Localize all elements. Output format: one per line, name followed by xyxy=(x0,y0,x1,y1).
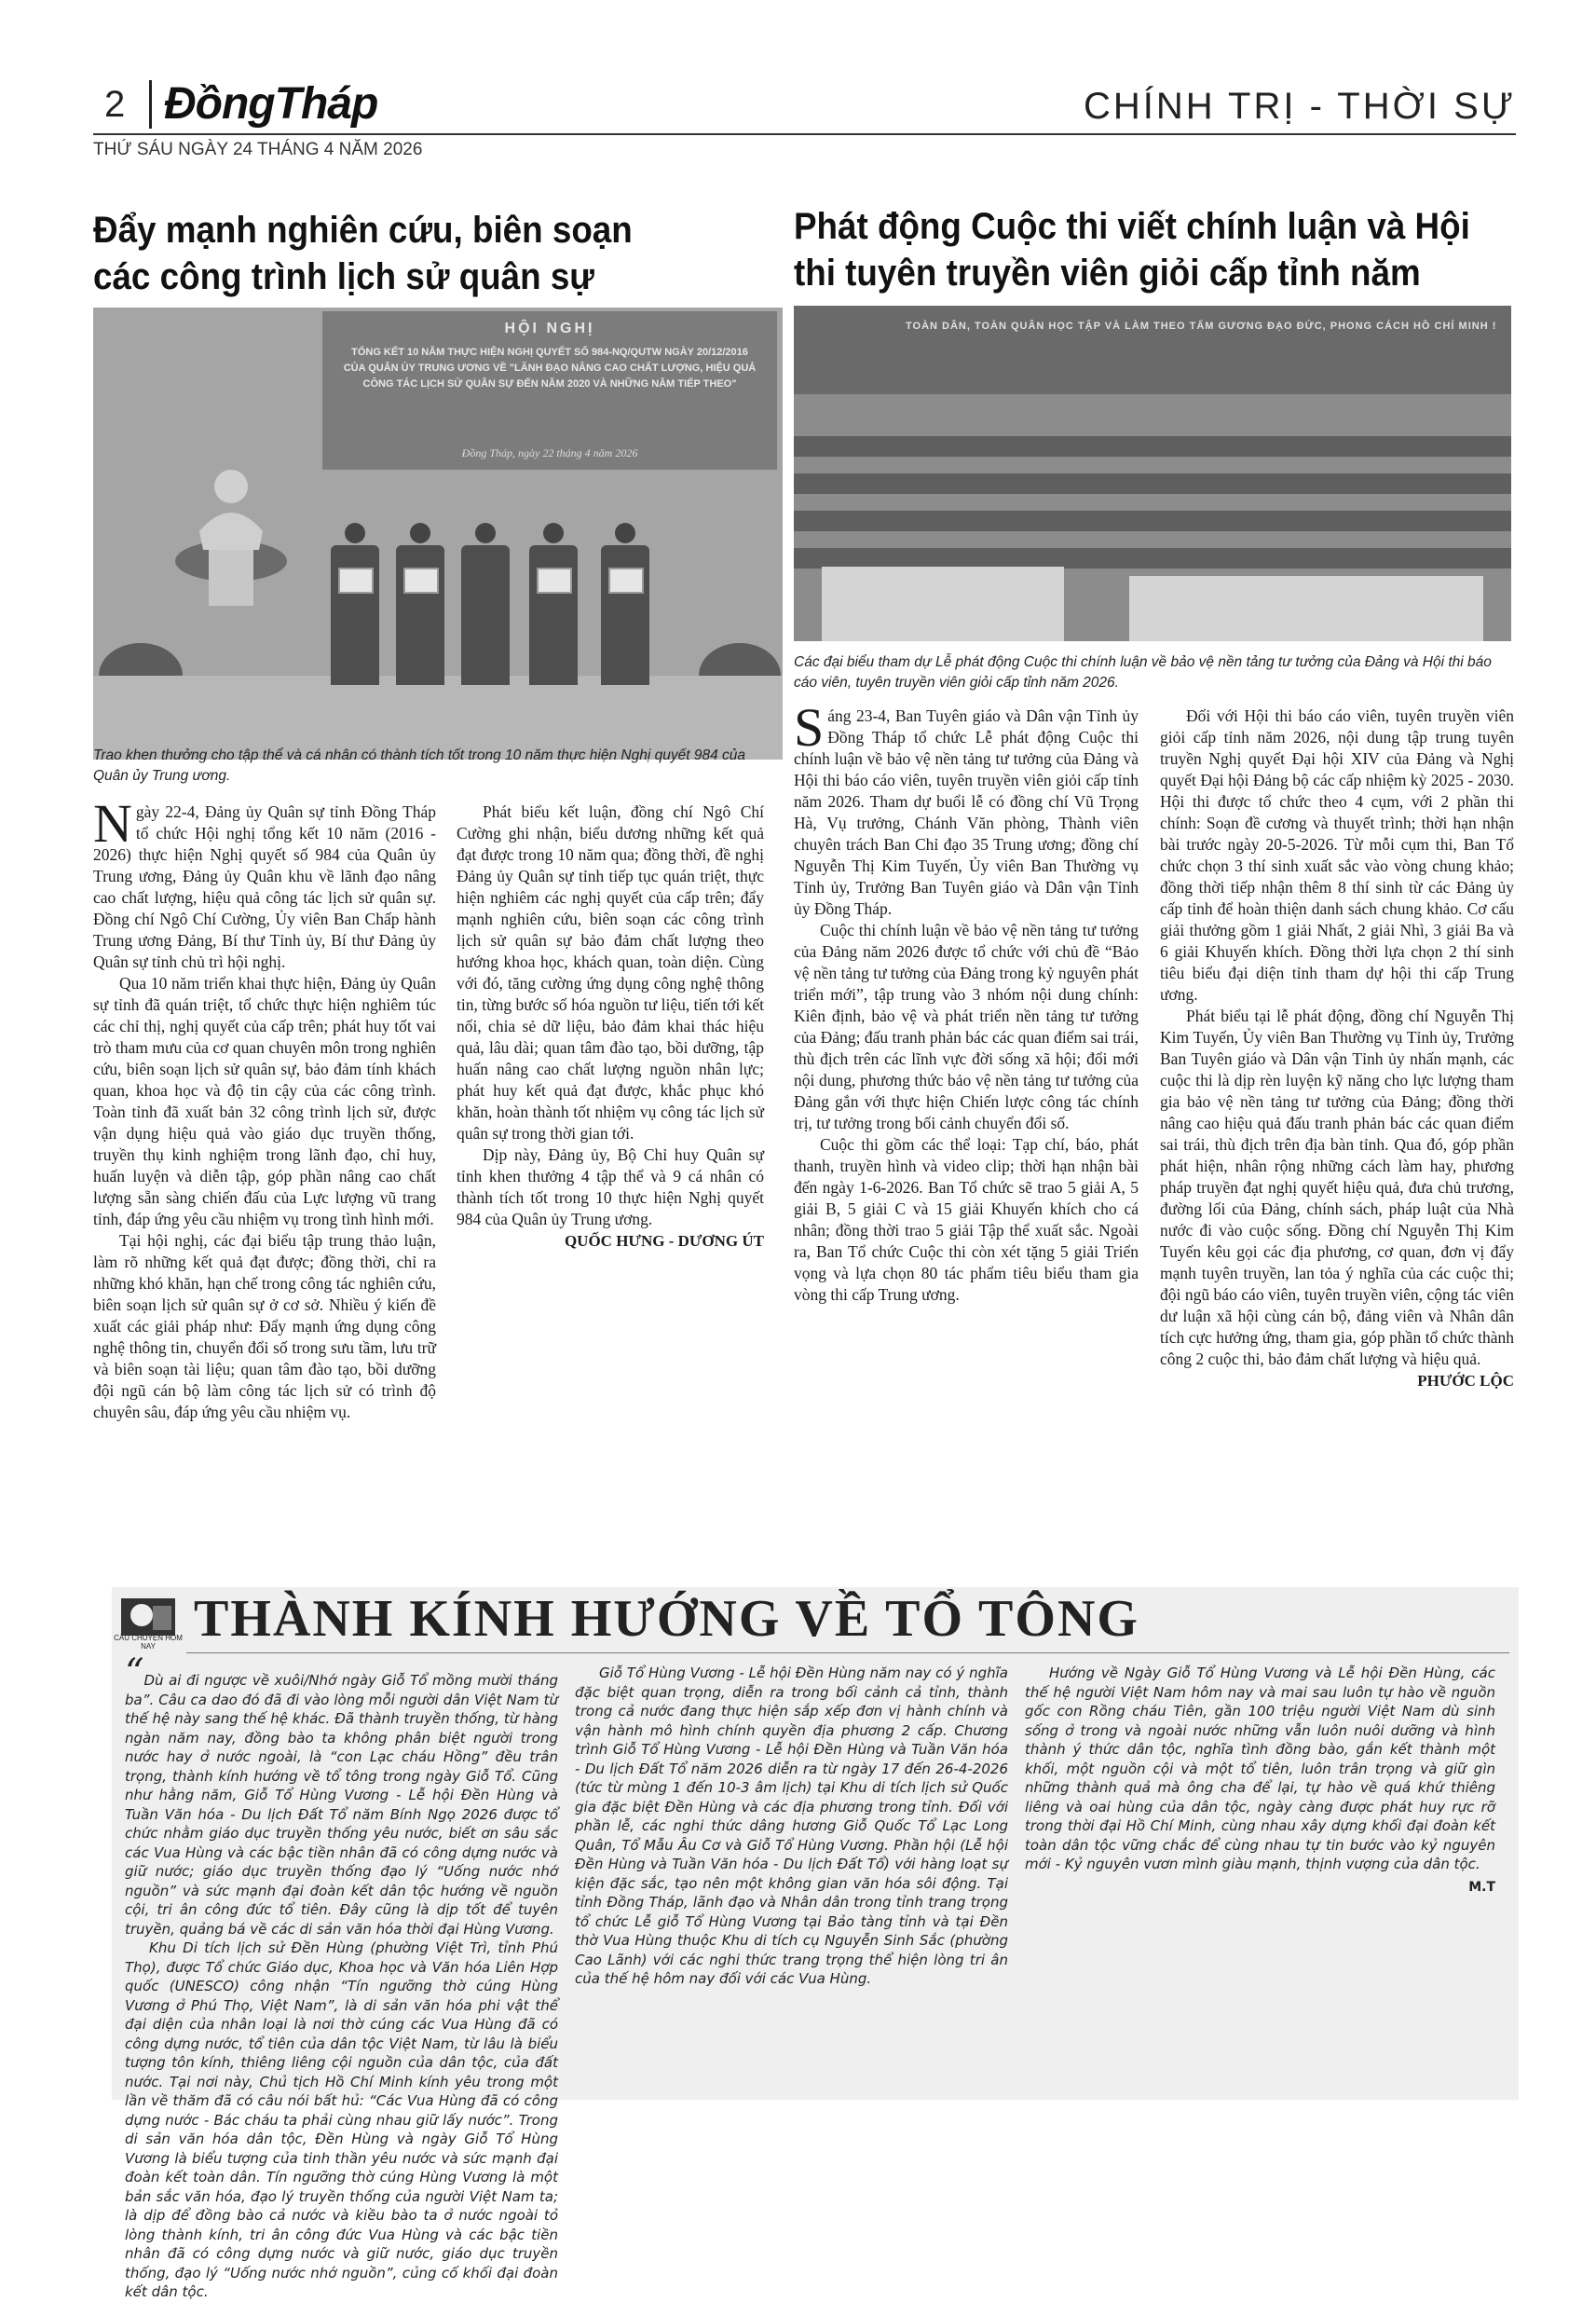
audience-row xyxy=(794,436,1511,457)
paragraph: Dù ai đi ngược về xuôi/Nhớ ngày Giỗ Tổ mồng mười tháng ba”. Câu ca dao đó đã đi vào lòng mỗi người dân Việt Nam từ thế hệ này sang thế hệ khác. Đã thành truyền thống, từ hàng ngàn năm nay, đồng bào ta không phân biệt người trong nước hay ở nước ngoài, là “con Lạc cháu Hồng” đều trân trọng, thành kính hướng về tổ tông trong ngày Giỗ Tổ. Cũng như hằng năm, Giỗ Tổ Hùng Vương - Lễ hội Đền Hùng và Tuần Văn hóa - Du lịch Đất Tổ năm Bính Ngọ 2026 được tổ chức nhằm giáo dục truyền thống yêu nước, biết ơn sâu sắc các Vua Hùng và các bậc tiền nhân đã có công dựng nước và giữ nước; giáo dục truyền thống đạo lý “Uống nước nhớ nguồn” và sức mạnh đại đoàn kết dân tộc hướng về nguồn cội, tri ân công đức tổ tiên. Đây cũng là dịp tốt để tuyên truyền, quảng bá về các di sản văn hóa thời đại Hùng Vương. xyxy=(125,1672,558,1938)
story-rule xyxy=(186,1652,1509,1653)
front-desk xyxy=(822,567,1064,641)
dropcap: S xyxy=(794,697,825,758)
audience-row xyxy=(794,548,1511,569)
article1-headline: Đẩy mạnh nghiên cứu, biên soạn các công trình lịch sử quân sự xyxy=(93,210,633,297)
story-column-1 xyxy=(125,1651,558,2302)
article2-headline: Phát động Cuộc thi viết chính luận và Hội thi tuyên truyền viên giỏi cấp tỉnh năm xyxy=(794,206,1470,294)
awardee-figure xyxy=(529,523,578,685)
paragraph: Khu Di tích lịch sử Đền Hùng (phường Việt Trì, tỉnh Phú Thọ), được Tổ chức Giáo dục, Khoa học và Văn hóa Liên Hợp quốc (UNESCO) công nhận “Tín ngưỡng thờ cúng Hùng Vương ở Phú Thọ, Việt Nam”, là di sản văn hóa phi vật thể đại diện của nhân loại là nơi thờ cúng các Vua Hùng đã có công dựng nước, tổ tiên của dân tộc Việt Nam, từ lâu là biểu tượng tôn kính, thiêng liêng cội nguồn của dân tộc, của đất nước. Tại nơi này, Chủ tịch Hồ Chí Minh kính yêu trong một lần về thăm đã có câu nói bất hủ: “Các Vua Hùng đã có công dựng nước - Bác cháu ta phải cùng nhau giữ lấy nước”. Trong di sản văn hóa dân tộc, Đền Hùng và ngày Giỗ Tổ Hùng Vương là biểu tượng của tinh thần yêu nước và sức mạnh đại đoàn kết toàn dân. Tín ngưỡng thờ cúng Hùng Vương là một bản sắc văn hóa, đạo lý truyền thống của người Việt Nam ta; là dịp để đồng bào cả nước và kiều bào ta ở nước ngoài tỏ lòng thành kính, tri ân công đức Vua Hùng và các bậc tiền nhân đã có công dựng nước và giữ nước, giáo dục truyền thống, đạo lý “Uống nước nhớ nguồn”, củng cố khối đại đoàn kết dân tộc. xyxy=(125,1939,558,2300)
paragraph: Dịp này, Đảng ủy, Bộ Chỉ huy Quân sự tỉnh khen thưởng 4 tập thể và 9 cá nhân có thành tích tốt trong 10 thực hiện Nghị quyết 984 của Quân ủy Trung ương. xyxy=(457,1145,764,1228)
article2-column-2 xyxy=(1160,706,1514,1391)
paragraph: Qua 10 năm triển khai thực hiện, Đảng ủy Quân sự tỉnh đã quán triệt, tổ chức thực hiện nghiêm túc các chỉ thị, nghị quyết của cấp trên; phát huy tốt vai trò tham mưu của cơ quan chuyên môn trong nghiên cứu, biên soạn lịch sử quân sự, bảo đảm tính khách quan, khoa học và độ tin cậy của các công trình. Toàn tỉnh đã xuất bản 32 công trình lịch sử, được vận dụng hiệu quả vào giáo dục truyền thống, truyền thụ kinh nghiệm trong lãnh đạo, chỉ huy, huấn luyện và diễn tập, góp phần nâng cao chất lượng sẵn sàng chiến đấu của Lực lượng vũ trang tỉnh, đáp ứng yêu cầu nhiệm vụ trong tình hình mới. xyxy=(93,974,436,1228)
paragraph: Cuộc thi chính luận về bảo vệ nền tảng tư tưởng của Đảng năm 2026 được tổ chức với chủ đề “Bảo vệ nền tảng tư tưởng của Đảng trong kỷ nguyên phát triển mới”, tập trung vào 3 nhóm nội dung chính: Kiên định, bảo vệ và phát triển nền tảng tư tưởng của Đảng; đấu tranh phản bác các quan điểm sai trái, thù địch trên các lĩnh vực đời sống xã hội; đổi mới nội dung, phương thức bảo vệ nền tảng tư tưởng của Đảng gắn với thực hiện Chiến lược công tác chính trị, tư tưởng trong bối cảnh chuyển đổi số. xyxy=(794,921,1139,1132)
story-title: THÀNH KÍNH HƯỚNG VỀ TỔ TÔNG xyxy=(194,1590,1139,1648)
paragraph: Phát biểu tại lễ phát động, đồng chí Nguyễn Thị Kim Tuyến, Ủy viên Ban Thường vụ Tỉnh ủy, Trưởng Ban Tuyên giáo và Dân vận Tỉnh ủy nhấn mạnh, các cuộc thi là dịp rèn luyện kỹ năng cho lực lượng tham gia bảo vệ nền tảng tư tưởng của Đảng; đồng thời nâng cao hiệu quả đấu tranh phản bác các quan điểm sai trái, thù địch trên địa bàn tỉnh. Qua đó, góp phần phát hiện, nhân rộng những cách làm hay, phương pháp truyền đạt nghị quyết hiệu quả, đưa chủ trương, đường lối của Đảng, chính sách, pháp luật của Nhà nước đi vào cuộc sống. Đồng chí Nguyễn Thị Kim Tuyến kêu gọi các địa phương, cơ quan, đơn vị đẩy mạnh tuyên truyền, lan tỏa ý nghĩa của các cuộc thi; đội ngũ báo cáo viên, tuyên truyền viên, cộng tác viên dư luận xã hội cùng cán bộ, đảng viên và Nhân dân tích cực hưởng ứng, tham gia, góp phần tổ chức thành công 2 cuộc thi, bảo đảm chất lượng và hiệu quả. xyxy=(1160,1007,1514,1368)
article1-caption: Trao khen thưởng cho tập thể và cá nhân có thành tích tốt trong 10 năm thực hiện Nghị quyết 984 của Quân ủy Trung ương. xyxy=(93,747,745,784)
page-number-divider xyxy=(149,80,152,129)
audience-row xyxy=(794,473,1511,494)
presenter-figure xyxy=(461,523,510,685)
paragraph: áng 23-4, Ban Tuyên giáo và Dân vận Tỉnh ủy Đồng Tháp tổ chức Lễ phát động Cuộc thi chính luận về bảo vệ nền tảng tư tưởng của Đảng và Hội thi báo cáo viên, tuyên truyền viên giỏi cấp tỉnh năm 2026. Tham dự buổi lễ có đồng chí Vũ Trọng Hà, Vụ trưởng, Chánh Văn phòng, Thành viên chuyên trách Ban Chỉ đạo 35 Trung ương; đồng chí Nguyễn Thị Kim Tuyến, Ủy viên Ban Thường vụ Tỉnh ủy, Trưởng Ban Tuyên giáo và Dân vận Tỉnh ủy Đồng Tháp. xyxy=(794,706,1139,918)
paragraph: Cuộc thi gồm các thể loại: Tạp chí, báo, phát thanh, truyền hình và video clip; thời hạn nhận bài đến ngày 1-6-2026. Ban Tổ chức sẽ trao 5 giải A, 5 giải B, 5 giải C và 15 giải Khuyến khích cho cá nhân; đồng thời trao 5 giải Tập thể xuất sắc. Ngoài ra, Ban Tổ chức Cuộc thi còn xét tặng 5 giải Triển vọng và lựa chọn 80 tác phẩm tiêu biểu tham gia vòng thi cấp Trung ương. xyxy=(794,1135,1139,1304)
article1-byline: QUỐC HƯNG - DƯƠNG ÚT xyxy=(564,1232,764,1250)
article2-caption: Các đại biểu tham dự Lễ phát động Cuộc thi chính luận về bảo vệ nền tảng tư tưởng của Đảng và Hội thi báo cáo viên, tuyên truyền viên giỏi cấp tỉnh năm 2026. xyxy=(794,654,1492,691)
article1-column-1 xyxy=(93,793,436,1423)
story-column-3 xyxy=(1025,1664,1495,1897)
backdrop-text: TỔNG KẾT 10 NĂM THỰC HIỆN NGHỊ QUYẾT SỐ 984-NQ/QUTW NGÀY 20/12/2016 CỦA QUÂN ỦY TRUNG ƯƠNG VỀ "LÃNH ĐẠO NÂNG CAO CHẤT LƯỢNG, HIỆU QUẢ CÔNG TÁC LỊCH SỬ QUÂN SỰ ĐẾN NĂM 2020 VÀ NHỮNG NĂM TIẾP THEO" xyxy=(343,347,757,390)
story-logo-label: CÂU CHUYỆN HÔM NAY xyxy=(114,1634,183,1651)
opening-quote: “ xyxy=(125,1651,144,1694)
article2-byline: PHƯỚC LỘC xyxy=(1417,1372,1514,1390)
todays-story-box xyxy=(112,1587,1519,2300)
hall-banner-text: TOÀN DÂN, TOÀN QUÂN HỌC TẬP VÀ LÀM THEO TẤM GƯƠNG ĐẠO ĐỨC, PHONG CÁCH HỒ CHÍ MINH ! xyxy=(906,321,1497,332)
backdrop-date: Đồng Tháp, ngày 22 tháng 4 năm 2026 xyxy=(461,446,638,459)
dropcap: N xyxy=(93,793,132,854)
hall-banner xyxy=(794,306,1511,394)
stage-backdrop xyxy=(322,311,777,470)
story-column-2 xyxy=(575,1664,1008,1989)
masthead-rule xyxy=(93,133,1516,135)
front-desk xyxy=(1129,576,1483,641)
backdrop-title: HỘI NGHỊ xyxy=(504,321,595,336)
awardee-figure xyxy=(331,523,379,685)
article1-column-2 xyxy=(457,802,764,1252)
bust-statue-icon xyxy=(175,457,287,606)
section-name: CHÍNH TRỊ - THỜI SỰ xyxy=(1084,86,1516,127)
article1-photo xyxy=(93,308,783,760)
newspaper-logo: ĐồngTháp xyxy=(164,79,378,129)
article2-photo xyxy=(794,306,1511,641)
paragraph: Đối với Hội thi báo cáo viên, tuyên truyền viên giỏi cấp tỉnh năm 2026, nội dung tập trung tuyên truyền Nghị quyết Đại hội XIV của Đảng và Nghị quyết Đại hội Đảng bộ các cấp nhiệm kỳ 2025 - 2030. Hội thi được tổ chức theo 4 cụm, với 2 phần thi chính: Soạn đề cương và thuyết trình; thời hạn nhận bài trước ngày 20-5-2026. Từ mỗi cụm thi, Ban Tổ chức chọn 3 thí sinh xuất sắc vào vòng chung khảo; đồng thời tiếp nhận thêm 8 thí sinh từ các Đảng ủy cấp tỉnh để hoàn thiện danh sách chung khảo. Cơ cấu giải thưởng gồm 1 giải Nhất, 2 giải Nhì, 3 giải Ba và 6 giải Khuyến khích. Đồng thời lựa chọn 2 thí sinh tiêu biểu đại diện tỉnh tham dự hội thi cấp Trung ương. xyxy=(1160,706,1514,1004)
paragraph: Phát biểu kết luận, đồng chí Ngô Chí Cường ghi nhận, biểu dương những kết quả đạt được trong 10 năm qua; đồng thời, đề nghị Đảng ủy Quân sự tỉnh tiếp tục quán triệt, thực hiện nghiêm các nghị quyết của cấp trên; đẩy mạnh nghiên cứu, biên soạn các công trình lịch sử quân sự bảo đảm chất lượng theo hướng khoa học, khách quan, toàn diện. Cùng với đó, tăng cường ứng dụng công nghệ thông tin, từng bước số hóa nguồn tư liệu, tiến tới kết nối, chia sẻ dữ liệu, bảo đảm khai thác hiệu quả, lâu dài; quan tâm đào tạo, bồi dưỡng, tập huấn nâng cao chất lượng nguồn nhân lực; phát huy kết quả đạt được, khắc phục khó khăn, hoàn thành tốt nhiệm vụ công tác lịch sử quân sự trong thời gian tới. xyxy=(457,802,764,1143)
page-number: 2 xyxy=(104,84,126,125)
paragraph: Hướng về Ngày Giỗ Tổ Hùng Vương và Lễ hội Đền Hùng, các thế hệ người Việt Nam hôm nay và mai sau luôn tự hào về nguồn gốc con Rồng cháu Tiên, gần 100 triệu người Việt Nam dù sinh sống ở trong và ngoài nước những vẫn luôn nuôi dưỡng và hình thành ý thức dân tộc, nghĩa tình đồng bào, gắn kết thành một khối, một nguồn cội và một tổ tiên, luôn trân trọng và giữ gìn những thành quả mà ông cha để lại, tự hào về quá khứ thiêng liêng và oai hùng của dân tộc, ngày càng được phát huy rực rỡ trong thời đại Hồ Chí Minh, cùng nhau xây dựng khối đại đoàn kết toàn dân tộc vững chắc để cùng nhau tự tin bước vào kỷ nguyên mới - Kỷ nguyên vươn mình giàu mạnh, thịnh vượng của dân tộc. xyxy=(1025,1665,1495,1872)
audience-row xyxy=(794,511,1511,531)
article2-column-1 xyxy=(794,697,1139,1306)
issue-date: THỨ SÁU NGÀY 24 THÁNG 4 NĂM 2026 xyxy=(93,140,423,159)
paragraph: gày 22-4, Đảng ủy Quân sự tỉnh Đồng Tháp tổ chức Hội nghị tổng kết 10 năm (2016 - 2026) thực hiện Nghị quyết số 984 của Quân ủy Trung ương, Đảng ủy Quân khu về lãnh đạo nâng cao chất lượng, hiệu quả công tác lịch sử quân sự. Đồng chí Ngô Chí Cường, Ủy viên Ban Chấp hành Trung ương Đảng, Bí thư Tỉnh ủy, Bí thư Đảng ủy Quân sự tỉnh chủ trì hội nghị. xyxy=(93,802,436,971)
awardee-figure xyxy=(601,523,649,685)
paragraph: Giỗ Tổ Hùng Vương - Lễ hội Đền Hùng năm nay có ý nghĩa đặc biệt quan trọng, diễn ra trong bối cảnh cả tỉnh, thành trong cả nước đang thực hiện sắp xếp đơn vị hành chính và vận hành mô hình chính quyền địa phương 2 cấp. Chương trình Giỗ Tổ Hùng Vương - Lễ hội Đền Hùng và Tuần Văn hóa - Du lịch Đất Tổ năm 2026 diễn ra từ ngày 17 đến 26-4-2026 (tức từ mùng 1 đến 10-3 âm lịch) tại Khu di tích lịch sử Quốc gia đặc biệt Đền Hùng và các địa phương trong tỉnh. Đối với phần lễ, các nghi thức dâng hương Giỗ Quốc Tổ Lạc Long Quân, Tổ Mẫu Âu Cơ và Giỗ Tổ Hùng Vương. Phần hội (Lễ hội Đền Hùng và Tuần Văn hóa - Du lịch Đất Tổ) với hàng loạt sự kiện đặc sắc, tạo nên một không gian văn hóa sôi động. Tại tỉnh Đồng Tháp, lãnh đạo và Nhân dân trong tỉnh trang trọng tổ chức Lễ giỗ Tổ Hùng Vương tại Bảo tàng tỉnh và tại Đền thờ Vua Hùng thuộc Khu di tích cụ Nguyễn Sinh Sắc (phường Cao Lãnh) với các nghi thức trang trọng thể hiện lòng tri ân của thế hệ hôm nay đối với các Vua Hùng. xyxy=(575,1665,1008,1987)
paragraph: Tại hội nghị, các đại biểu tập trung thảo luận, làm rõ những kết quả đạt được; đồng thời, chỉ ra những khó khăn, hạn chế trong công tác nghiên cứu, biên soạn lịch sử quân sự ở cơ sở. Nhiều ý kiến đề xuất các giải pháp như: Đẩy mạnh ứng dụng công nghệ thông tin, chuyển đổi số trong sưu tầm, lưu trữ và biên soạn tài liệu; quan tâm đào tạo, bồi dưỡng đội ngũ cán bộ làm công tác lịch sử có trình độ chuyên sâu, đáp ứng yêu cầu nhiệm vụ. xyxy=(93,1231,436,1421)
story-byline: M.T xyxy=(1468,1879,1495,1895)
awardee-figure xyxy=(396,523,444,685)
